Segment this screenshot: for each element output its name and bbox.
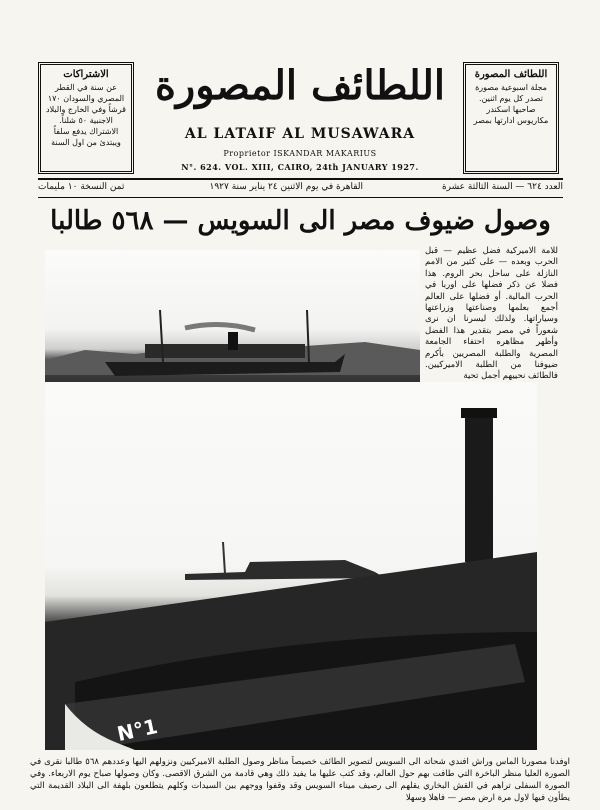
article-intro-text: للامة الاميركية فضل عظيم — قبل الحرب وبعده — على كثير من الامم النازلة على ساحل بحر الروم. هذا فضلا عن ذكر فضلها على اوربا في الحرب المالية. أو فضلها على العالم أجمع بعلمها وصناعتها وزراعتها وسياراتها. ولذلك ليسرنا ان نرى شعوراً في مصر بتقدير هذا الفضل وأظهر مظاهره احتفاء الجامعة المصرية والطلبة المصريين بأكرم ضيوفنا من الطلبة الاميركيين. فالطائف نحييهم أجمل تحية bbox=[425, 246, 558, 382]
issue-date: القاهرة في يوم الاثنين ٢٤ يناير سنة ١٩٢٧ bbox=[209, 182, 363, 192]
masthead-latin-title: AL LATAIF AL MUSAWARA bbox=[184, 126, 416, 142]
masthead-proprietor: Proprietor ISKANDAR MAKARIUS bbox=[223, 149, 377, 158]
subscriptions-box-title: الاشتراكات bbox=[63, 69, 109, 80]
masthead-title: اللطائف المصورة bbox=[154, 62, 446, 109]
subscriptions-box-body: عن سنة في القطر المصري والسودان ١٧٠ قرشاً وفي الخارج والبلاد الاجنبية ٥٠ شلناً. الاشتراك يدفع سلفاً ويبتدئ من اول السنة bbox=[46, 83, 126, 147]
header-rule-bottom bbox=[38, 197, 563, 198]
publication-info-box-body: مجلة اسبوعية مصورة تصدر كل يوم اثنين. صاحبها اسكندر مكاريوس ادارتها بمصر bbox=[473, 83, 549, 125]
masthead-issue-line: N°. 624. VOL. XIII, CAIRO, 24th JANUARY 1927. bbox=[181, 162, 419, 172]
publication-info-box bbox=[463, 62, 559, 174]
headline: وصول ضيوف مصر الى السويس — ٥٦٨ طالبا bbox=[50, 206, 551, 236]
issue-info-bar bbox=[38, 181, 563, 196]
issue-price: ثمن النسخة ١٠ مليمات bbox=[38, 182, 125, 192]
subscriptions-box bbox=[38, 62, 134, 174]
photo-caption: اوفدنا مصورنا الماس وراش افندي شحاته الى السويس لتصوير الطائف خصيصاً مناظر وصول الطلبة الاميركيين ونزولهم اليها وعددهم ٥٦٨ طالبا نقرى في الصورة العليا منظر الباخرة التي طافت بهم حول العالم، وقد كتب عليها ما يفيد ذلك وهي قادمة من الشرق الاقصى. وكان وصولها صباح يوم الاربعاء. وفي الصورة السفلى تراهم في القش البخاري يقلهم الى رصيف ميناء السويس وقد وقفوا ووجهم بين السيدات وكلهم يتطلعون بلهفة الى البلاد القديمة التي يطأون فيها لاول مرة ارض مصر — فاهلا وسهلا bbox=[30, 757, 570, 803]
issue-number: العدد ٦٢٤ — السنة الثالثة عشرة bbox=[441, 182, 563, 192]
tender-boat-illustration bbox=[45, 382, 537, 750]
boat-number-label: N°1 bbox=[114, 714, 160, 746]
publication-info-box-title: اللطائف المصورة bbox=[474, 69, 548, 80]
tender-boat-photo bbox=[45, 382, 537, 750]
header-rule-top bbox=[38, 178, 563, 180]
